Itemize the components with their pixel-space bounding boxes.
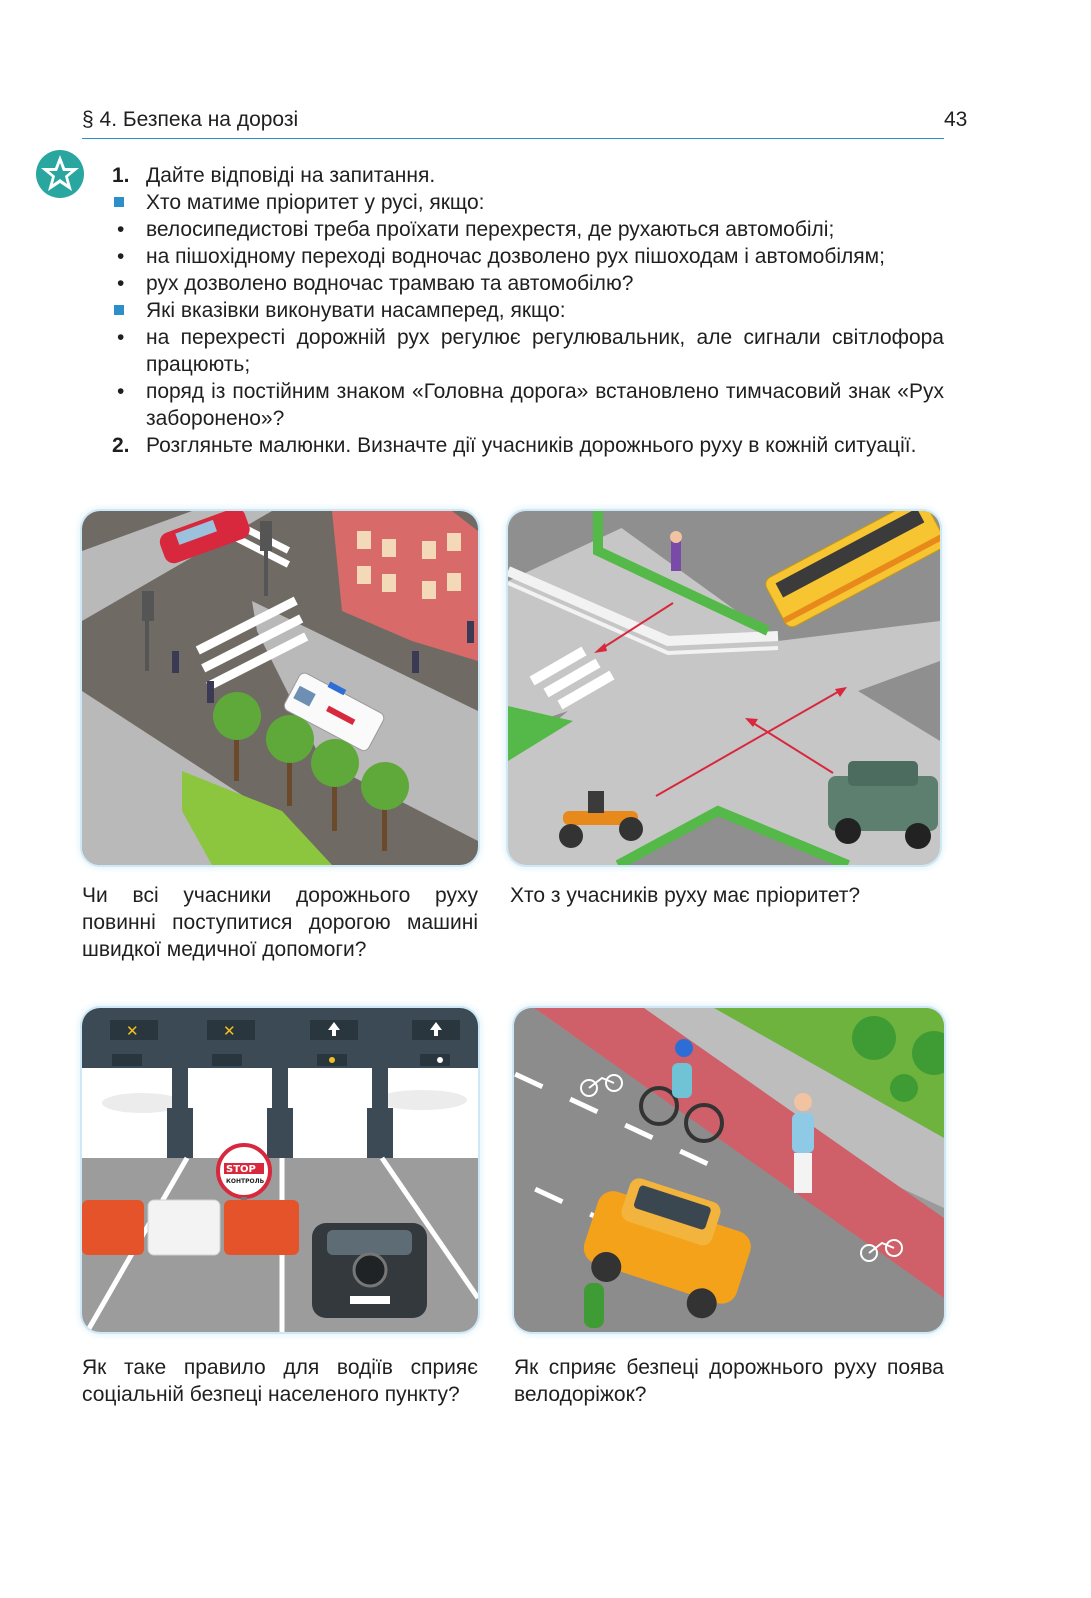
- page-header: [82, 106, 944, 139]
- task-number: 1.: [112, 164, 130, 187]
- task-number: 2.: [112, 434, 130, 457]
- task-1: [112, 162, 944, 189]
- bullet-square-icon: [114, 305, 124, 315]
- caption-4: Як сприяє безпеці дорожнього руху поява велодоріжок?: [514, 1356, 944, 1406]
- picture-ambulance: [82, 511, 478, 865]
- bullet-dot-icon: •: [117, 245, 125, 268]
- bullet-dot-icon: •: [117, 218, 125, 241]
- page-number: 43: [944, 108, 968, 131]
- question-text: Які вказівки виконувати насамперед, якщо:: [146, 299, 566, 322]
- list-item-text: поряд із постійним знаком «Головна дорога» встановлено тимчасовий знак «Рух заборонено»?: [146, 380, 944, 430]
- task-text: Розгляньте малюнки. Визначте дії учасників дорожнього руху в кожній ситуації.: [146, 434, 917, 457]
- question-2: [112, 297, 944, 324]
- stop-sign-text: STOP: [226, 1164, 256, 1175]
- svg-text:✕: ✕: [126, 1022, 139, 1040]
- list-item: [112, 270, 944, 297]
- bullet-dot-icon: •: [117, 380, 125, 403]
- question-1: [112, 189, 944, 216]
- list-item-text: на пішохідному переході водночас дозволено рух пішоходам і автомобілям;: [146, 245, 885, 268]
- list-item-text: велосипедистові треба проїхати перехрестя, де рухаються автомобілі;: [146, 218, 835, 241]
- bullet-dot-icon: •: [117, 326, 125, 349]
- list-item: [112, 378, 944, 432]
- section-title: § 4. Безпека на дорозі: [82, 108, 299, 131]
- picture-tram-intersection: [508, 511, 940, 865]
- caption-2: Хто з учасників руху має пріоритет?: [510, 884, 861, 907]
- list-item-text: на перехресті дорожній рух регулює регулювальник, але сигнали світлофора працюють;: [146, 326, 944, 376]
- list-item: [112, 324, 944, 378]
- task-text: Дайте відповіді на запитання.: [146, 164, 436, 187]
- caption-1: Чи всі учасники дорожнього руху повинні поступитися дорогою машині швидкої медичної допомоги?: [82, 884, 478, 961]
- list-item: [112, 243, 944, 270]
- svg-text:✕: ✕: [223, 1022, 236, 1040]
- bullet-dot-icon: •: [117, 272, 125, 295]
- bullet-square-icon: [114, 197, 124, 207]
- list-item: [112, 216, 944, 243]
- list-item-text: рух дозволено водночас трамваю та автомобілю?: [146, 272, 634, 295]
- task-2: [112, 432, 944, 459]
- picture-checkpoint: [82, 1008, 478, 1332]
- caption-3: Як таке правило для водіїв сприяє соціальній безпеці населеного пункту?: [82, 1356, 478, 1406]
- question-text: Хто матиме пріоритет у русі, якщо:: [146, 191, 485, 214]
- tasks-block: [112, 162, 944, 459]
- star-icon: [34, 148, 86, 200]
- stop-sign-subtext: КОНТРОЛЬ: [226, 1178, 265, 1185]
- picture-bike-lane: [514, 1008, 944, 1332]
